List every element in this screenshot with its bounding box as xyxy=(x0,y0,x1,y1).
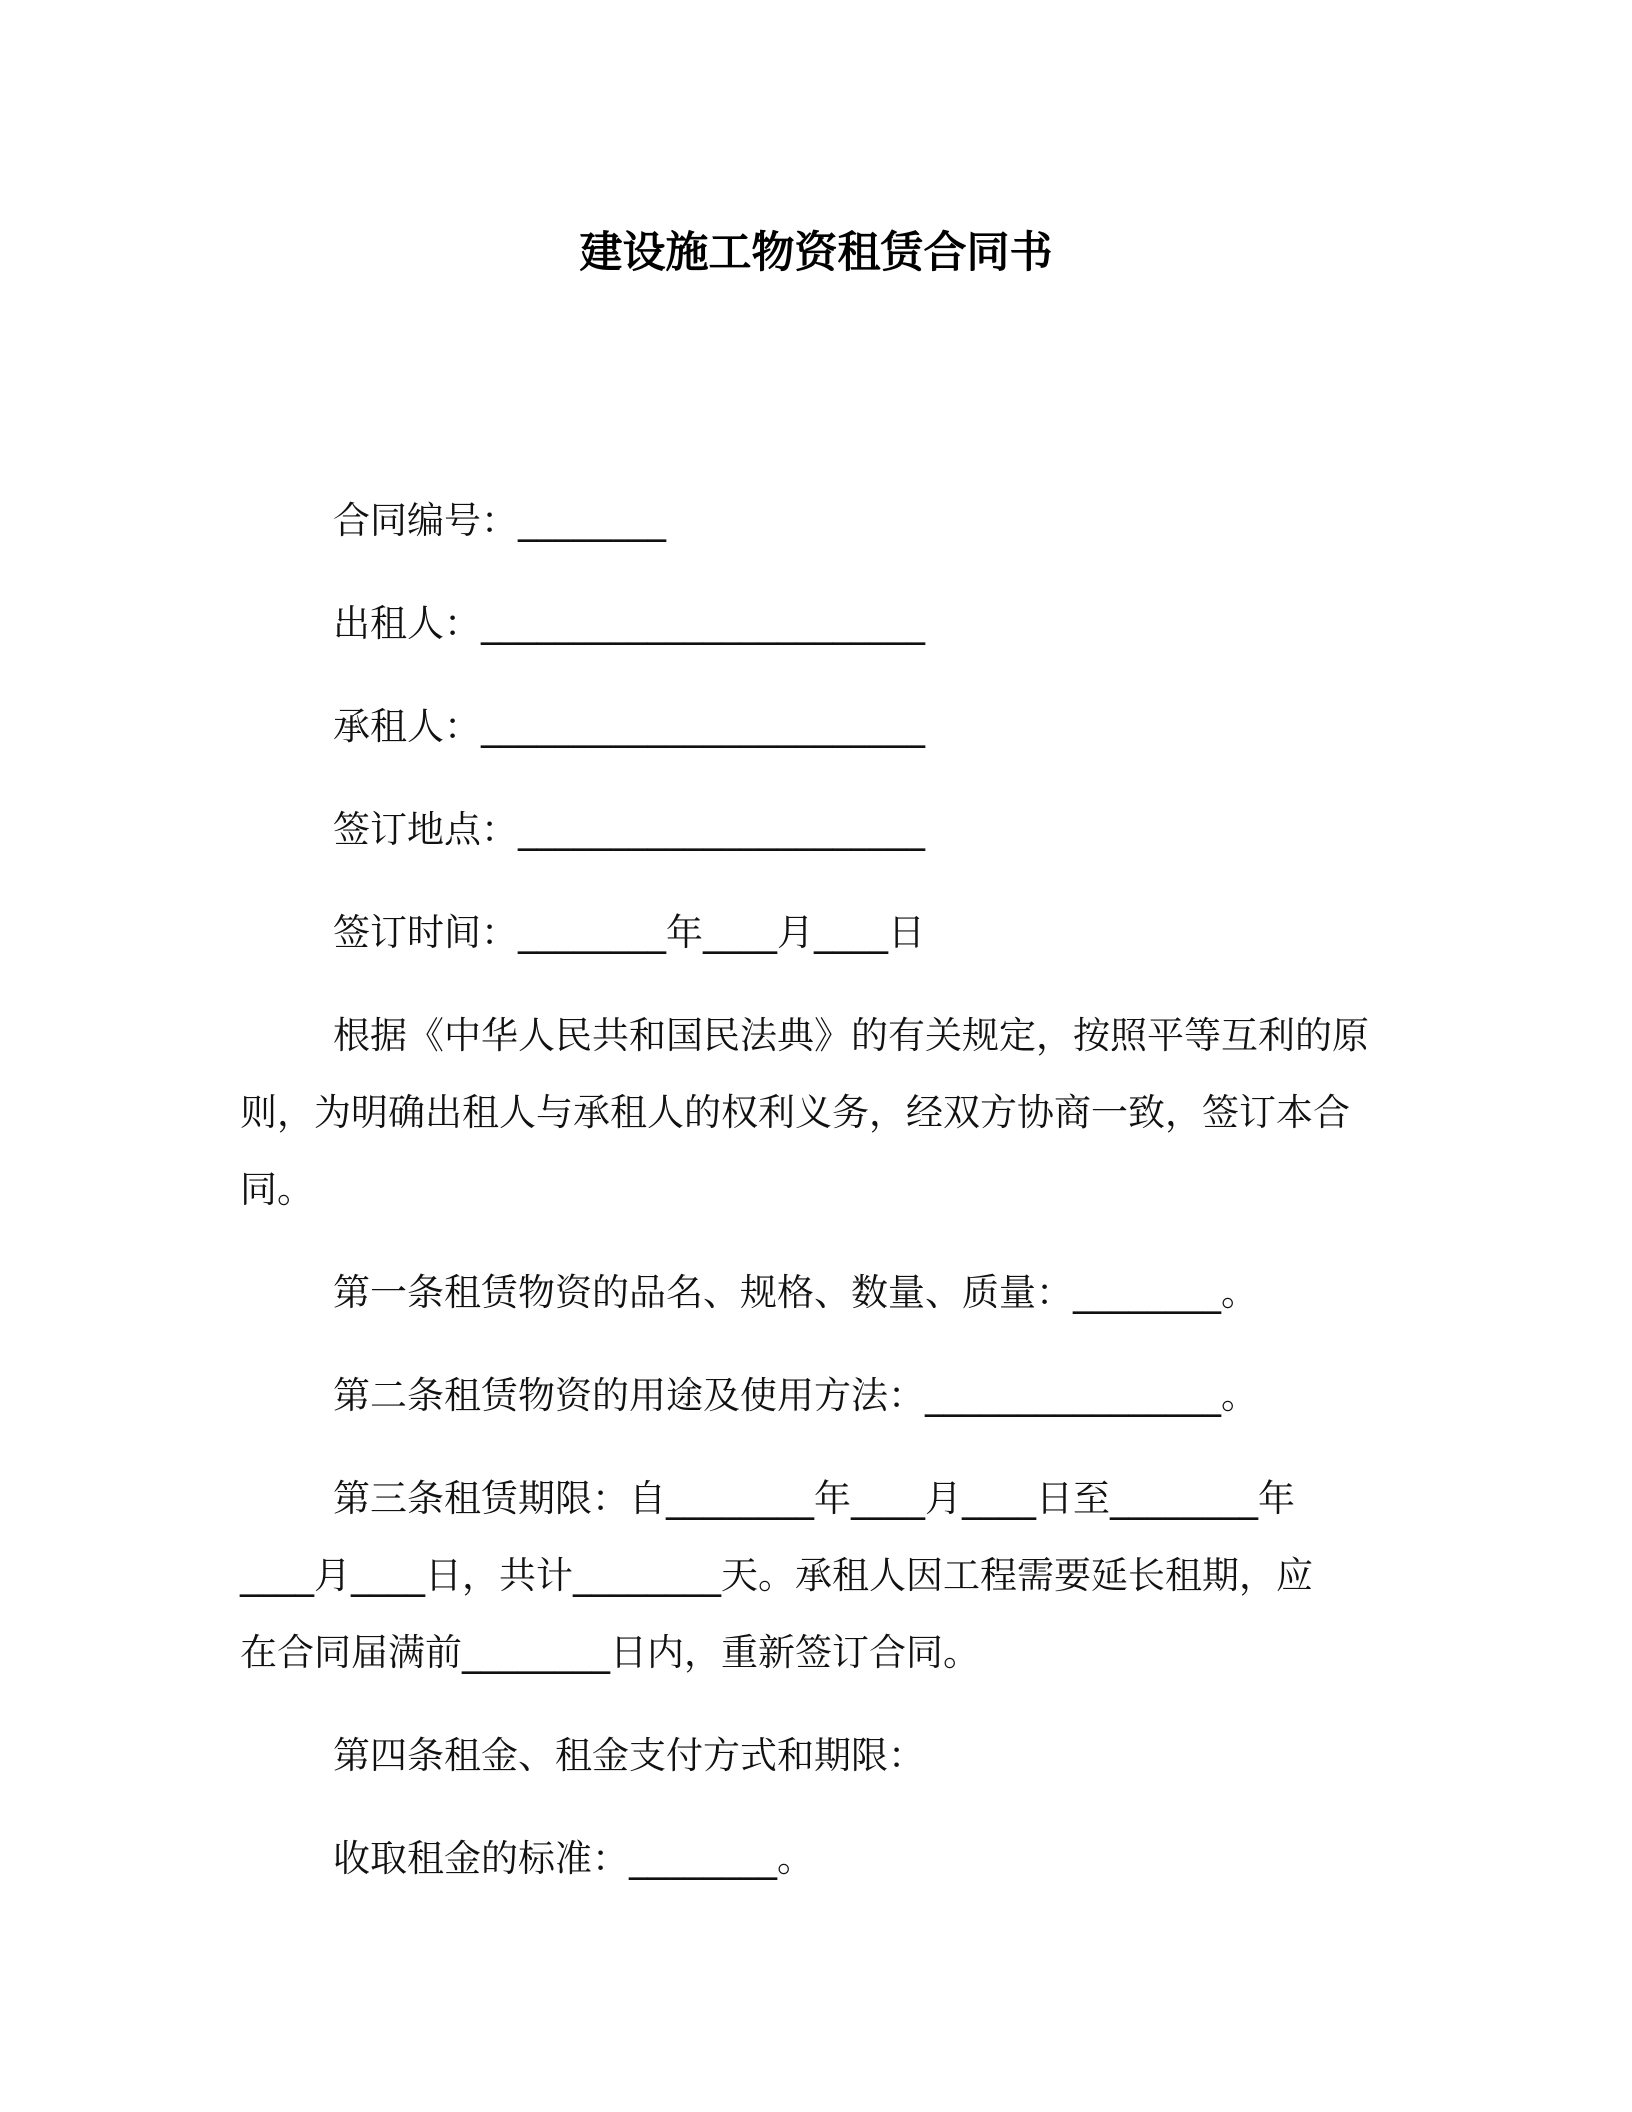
field-line xyxy=(240,894,1420,971)
field-line xyxy=(240,482,1420,559)
field-signing-place xyxy=(240,791,1420,868)
article-1 xyxy=(240,1254,1420,1331)
field-blank: ________________________ xyxy=(481,705,925,748)
field-blank: ________年____月____日 xyxy=(518,911,925,954)
field-blank: ________ xyxy=(518,499,666,542)
preamble-paragraph xyxy=(240,997,1420,1228)
field-label: 合同编号： xyxy=(333,499,518,542)
field-label: 出租人： xyxy=(333,602,481,645)
article-4 xyxy=(240,1717,1420,1794)
field-line xyxy=(240,688,1420,765)
article-3 xyxy=(240,1460,1420,1691)
field-line xyxy=(240,791,1420,868)
field-label: 签订时间： xyxy=(333,911,518,954)
paragraph-line: 根据《中华人民共和国民法典》的有关规定，按照平等互利的原 xyxy=(333,1014,1369,1057)
field-lessor xyxy=(240,585,1420,662)
field-label: 承租人： xyxy=(333,705,481,748)
document-body xyxy=(240,482,1420,1923)
paragraph-line: 收取租金的标准：________。 xyxy=(333,1837,814,1880)
field-contract-number xyxy=(240,482,1420,559)
paragraph-line: ____月____日，共计________天。承租人因工程需要延长租期，应 xyxy=(240,1554,1313,1597)
paragraph-line: 第二条租赁物资的用途及使用方法：________________。 xyxy=(333,1374,1258,1417)
paragraph-line: 在合同届满前________日内，重新签订合同。 xyxy=(240,1631,980,1674)
paragraph-line: 同。 xyxy=(240,1168,314,1211)
paragraph-line: 第三条租赁期限：自________年____月____日至________年 xyxy=(333,1477,1295,1520)
field-signing-date xyxy=(240,894,1420,971)
paragraph-line: 第一条租赁物资的品名、规格、数量、质量：________。 xyxy=(333,1271,1258,1314)
field-line xyxy=(240,585,1420,662)
field-lessee xyxy=(240,688,1420,765)
field-blank: ________________________ xyxy=(481,602,925,645)
article-2 xyxy=(240,1357,1420,1434)
rent-standard xyxy=(240,1820,1420,1897)
field-label: 签订地点： xyxy=(333,808,518,851)
paragraph-line: 则，为明确出租人与承租人的权利义务，经双方协商一致，签订本合 xyxy=(240,1091,1350,1134)
paragraph-line: 第四条租金、租金支付方式和期限： xyxy=(333,1734,925,1777)
document-title: 建设施工物资租赁合同书 xyxy=(579,228,1053,278)
field-blank: ______________________ xyxy=(518,808,925,851)
